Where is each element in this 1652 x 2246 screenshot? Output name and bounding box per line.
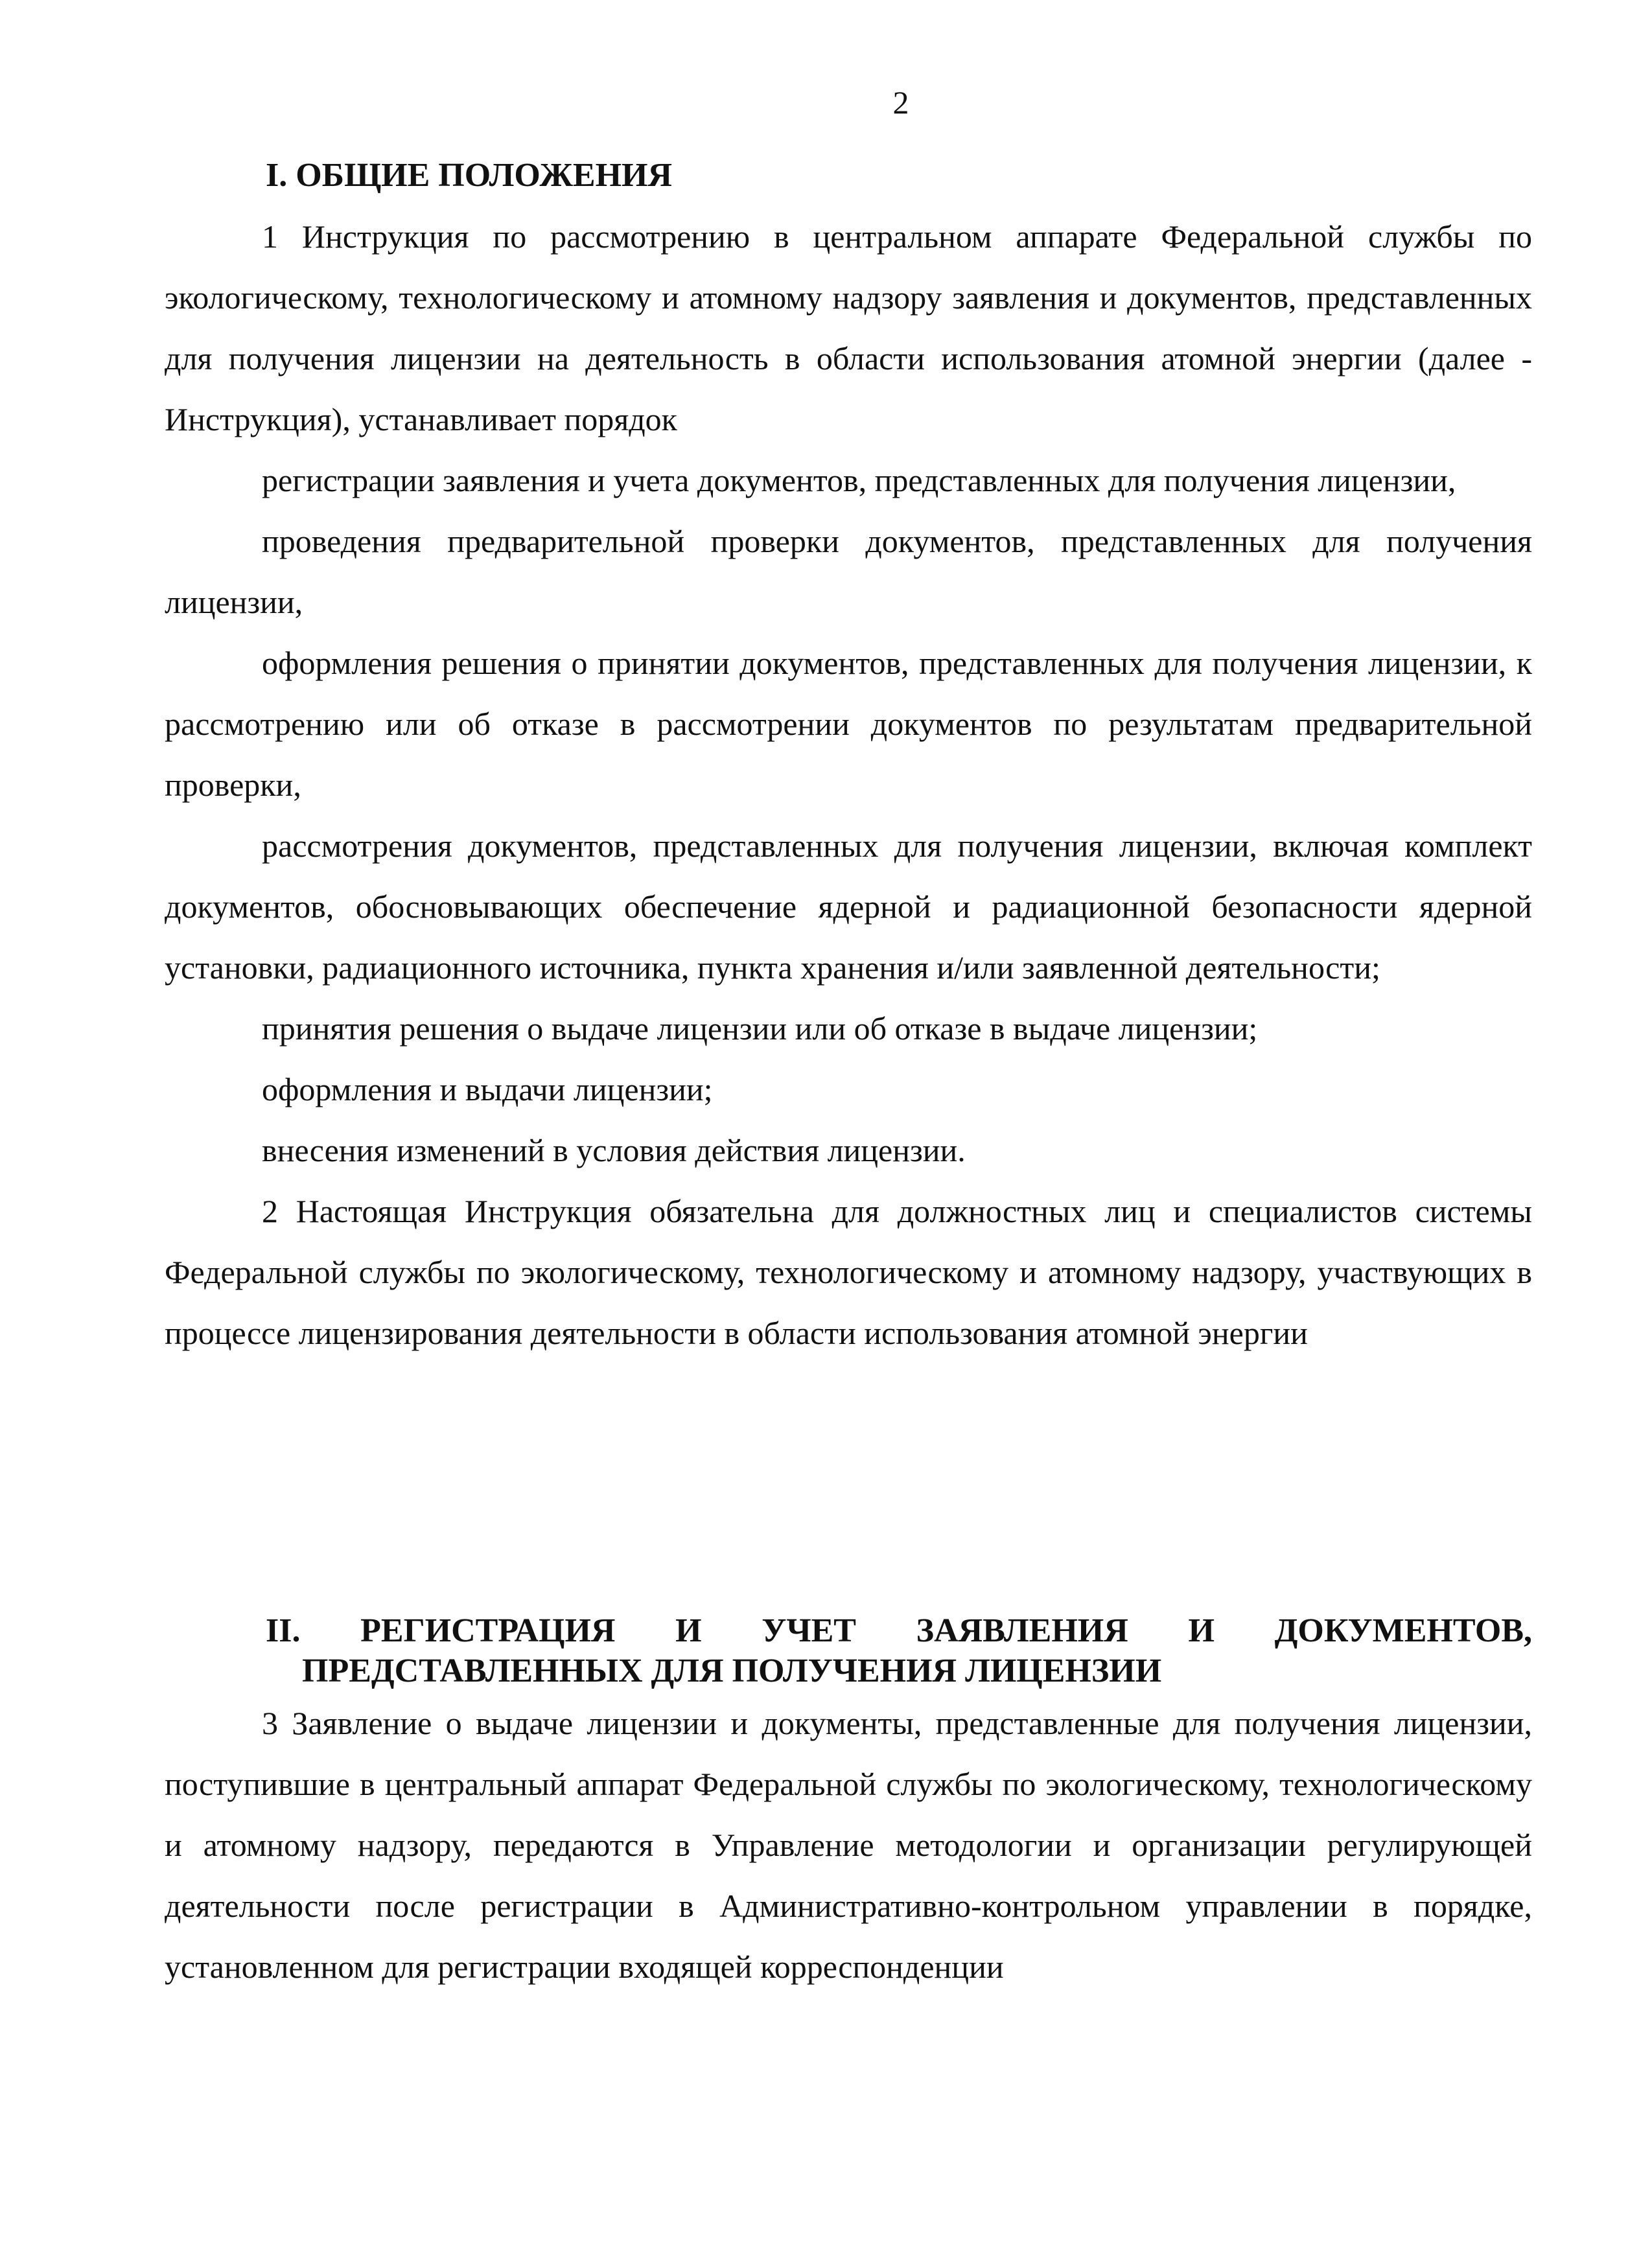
list-item-amendments: внесения изменений в условия действия лицензии. xyxy=(262,1132,966,1168)
list-item-registration: регистрации заявления и учета документов, представленных для получения лицензии, xyxy=(262,462,1456,498)
section-2-body xyxy=(165,1693,1532,1997)
list-item-acceptance-decision: оформления решения о принятии документов, представленных для получения лицензии, к рассмотрению или об отказе в рассмотрении документов по результатам предварительной проверки, xyxy=(165,645,1532,803)
section-2-heading-line-1: II. РЕГИСТРАЦИЯ И УЧЕТ ЗАЯВЛЕНИЯ И ДОКУМЕНТОВ, xyxy=(266,1612,1532,1649)
page-number: 2 xyxy=(892,84,909,121)
list-item-issuance-decision: принятия решения о выдаче лицензии или об отказе в выдаче лицензии; xyxy=(262,1010,1258,1047)
section-1-body xyxy=(165,206,1532,1363)
paragraph-1-intro: 1 Инструкция по рассмотрению в центральном аппарате Федеральной службы по экологическому, технологическому и атомному надзору заявления и документов, представленных для получения лицензии на деятельность в области использования атомной энергии (далее - Инструкция), устанавливает порядок xyxy=(165,218,1532,437)
paragraph-3-registration: 3 Заявление о выдаче лицензии и документы, представленные для получения лицензии, поступившие в центральный аппарат Федеральной службы по экологическому, технологическому и атомному надзору, передаются в Управление методологии и организации регулирующей деятельности после регистрации в Административно-контрольном управлении в порядке, установленном для регистрации входящей корреспонденции xyxy=(165,1705,1532,1985)
section-2-heading xyxy=(266,1611,1532,1691)
list-item-issuance: оформления и выдачи лицензии; xyxy=(262,1071,713,1107)
paragraph-2-scope: 2 Настоящая Инструкция обязательна для должностных лиц и специалистов системы Федеральной службы по экологическому, технологическому и атомному надзору, участвующих в процессе лицензирования деятельности в области использования атомной энергии xyxy=(165,1193,1532,1351)
section-2-heading-line-2: ПРЕДСТАВЛЕННЫХ ДЛЯ ПОЛУЧЕНИЯ ЛИЦЕНЗИИ xyxy=(302,1652,1162,1689)
list-item-preliminary-check: проведения предварительной проверки документов, представленных для получения лицензии, xyxy=(165,523,1532,620)
section-1-heading: I. ОБЩИЕ ПОЛОЖЕНИЯ xyxy=(266,157,673,194)
list-item-review: рассмотрения документов, представленных для получения лицензии, включая комплект документов, обосновывающих обеспечение ядерной и радиационной безопасности ядерной установки, радиационного источника, пункта хранения и/или заявленной деятельности; xyxy=(165,828,1532,986)
